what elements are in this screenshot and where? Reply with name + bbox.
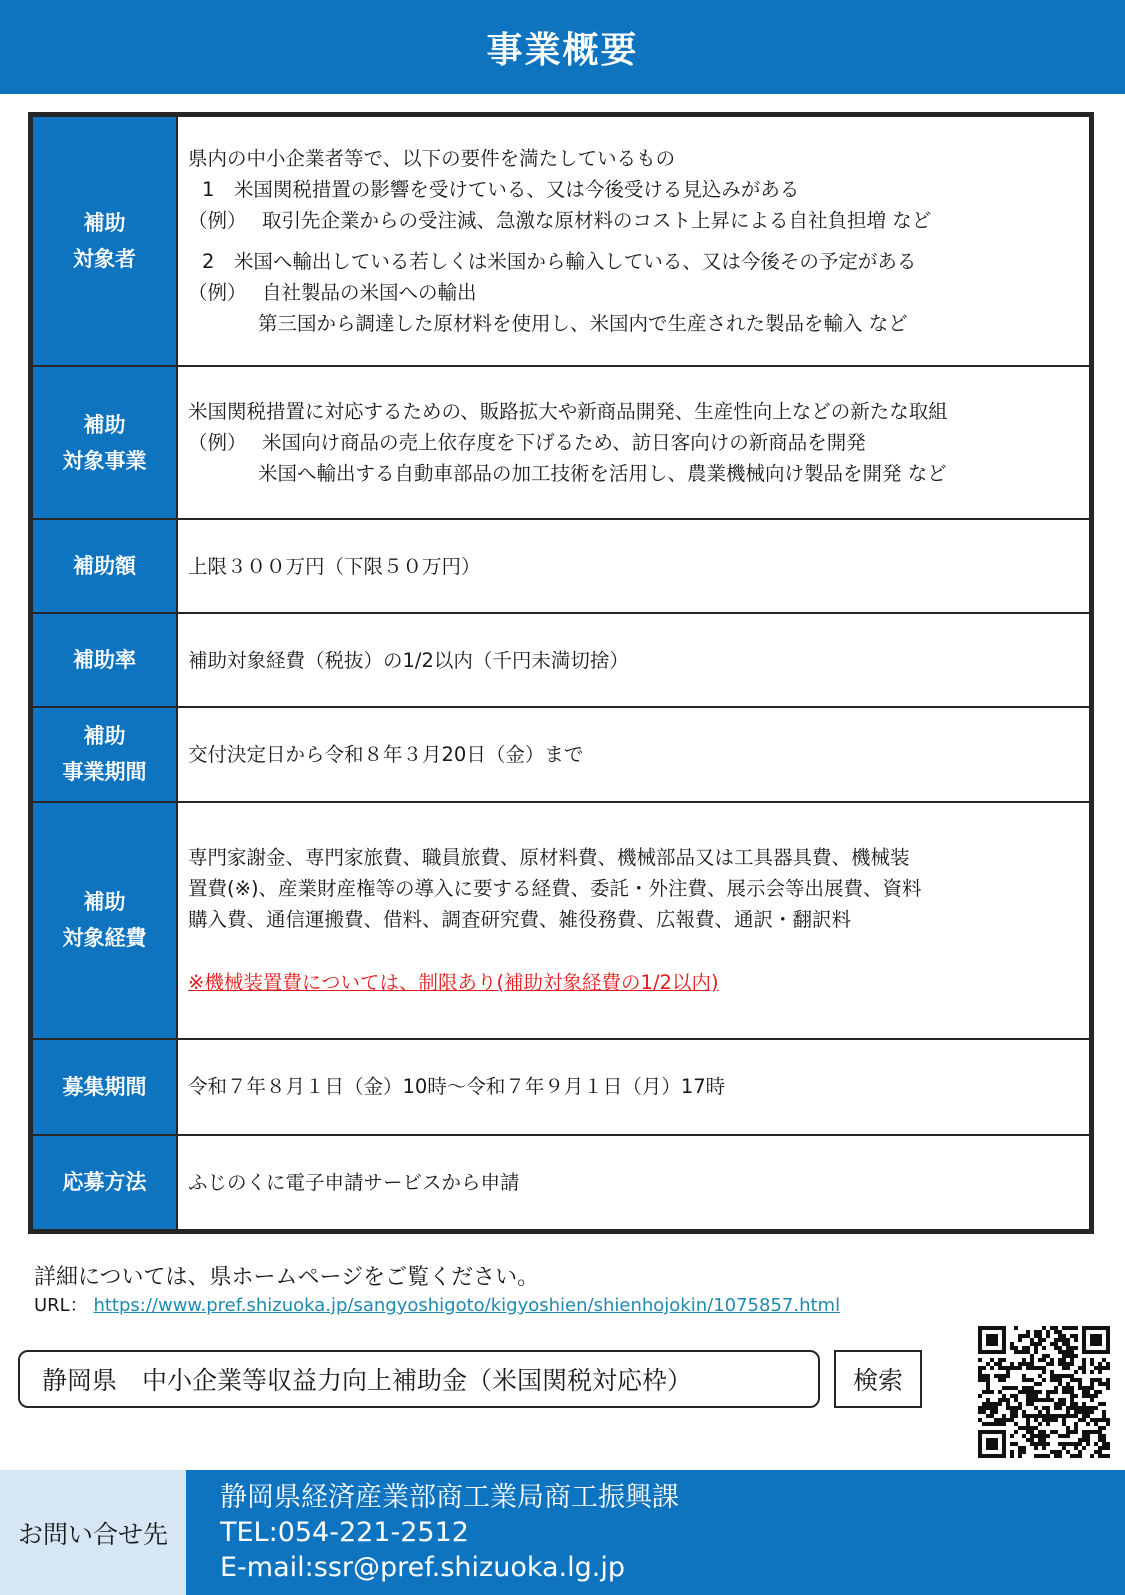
content-expenses xyxy=(177,802,1090,1039)
header-band xyxy=(0,0,1125,94)
label-expenses: 補助 対象経費 xyxy=(32,802,177,1039)
row-expenses xyxy=(32,802,1090,1039)
project-example-b: 米国へ輸出する自動車部品の加工技術を活用し、農業機械向け製品を開発 など xyxy=(258,462,947,486)
label-apply: 応募方法 xyxy=(32,1135,177,1230)
contact-email[interactable]: E-mail:ssr@pref.shizuoka.lg.jp xyxy=(220,1552,625,1583)
details-text: 詳細については、県ホームページをご覧ください。 xyxy=(34,1265,540,1290)
url-link[interactable]: https://www.pref.shizuoka.jp/sangyoshigoto/kigyoshien/shienhojokin/1075857.html xyxy=(93,1295,841,1316)
url-label: URL： xyxy=(34,1295,88,1316)
project-line-1: 米国関税措置に対応するための、販路拡大や新商品開発、生産性向上などの新たな取組 xyxy=(188,400,948,424)
row-target xyxy=(32,116,1090,366)
content-apply: ふじのくに電子申請サービスから申請 xyxy=(177,1135,1090,1230)
row-project xyxy=(32,366,1090,519)
label-period: 補助 事業期間 xyxy=(32,707,177,801)
row-recruit xyxy=(32,1039,1090,1135)
expenses-line-2: 置費(※)、産業財産権等の導入に要する経費、委託・外注費、展示会等出展費、資料 xyxy=(188,877,922,901)
label-target: 補助 対象者 xyxy=(32,116,177,366)
row-apply xyxy=(32,1135,1090,1230)
expenses-line-3: 購入費、通信運搬費、借料、調査研究費、雑役務費、広報費、通訳・翻訳料 xyxy=(188,908,852,932)
content-amount: 上限３００万円（下限５０万円） xyxy=(177,519,1090,613)
contact-info xyxy=(186,1470,1125,1595)
target-item-2-example-b: 第三国から調達した原材料を使用し、米国内で生産された製品を輸入 など xyxy=(258,312,908,336)
info-table xyxy=(28,112,1094,1234)
content-rate: 補助対象経費（税抜）の1/2以内（千円未満切捨） xyxy=(177,613,1090,707)
url-line xyxy=(34,1291,840,1317)
contact-dept: 静岡県経済産業部商工業局商工振興課 xyxy=(220,1482,679,1513)
page-title: 事業概要 xyxy=(486,29,639,71)
row-rate xyxy=(32,613,1090,707)
row-amount xyxy=(32,519,1090,613)
target-item-1-example: （例） 取引先企業からの受注減、急激な原材料のコスト上昇による自社負担増 など xyxy=(188,209,932,233)
label-project: 補助 対象事業 xyxy=(32,366,177,519)
expenses-line-1: 専門家謝金、専門家旅費、職員旅費、原材料費、機械部品又は工具器具費、機械装 xyxy=(188,846,910,870)
project-example: （例） 米国向け商品の売上依存度を下げるため、訪日客向けの新商品を開発 xyxy=(188,431,866,455)
label-rate: 補助率 xyxy=(32,613,177,707)
target-item-2: 2 米国へ輸出している若しくは米国から輸入している、又は今後その予定がある xyxy=(202,250,917,274)
label-recruit: 募集期間 xyxy=(32,1039,177,1135)
row-period xyxy=(32,707,1090,801)
target-item-1: 1 米国関税措置の影響を受けている、又は今後受ける見込みがある xyxy=(202,178,800,202)
target-item-2-example: （例） 自社製品の米国への輸出 xyxy=(188,281,477,305)
contact-label: お問い合せ先 xyxy=(0,1470,186,1595)
search-query-box[interactable]: 静岡県 中小企業等収益力向上補助金（米国関税対応枠） xyxy=(18,1350,820,1408)
target-intro: 県内の中小企業者等で、以下の要件を満たしているもの xyxy=(188,147,676,171)
search-button[interactable]: 検索 xyxy=(834,1350,922,1408)
content-period: 交付決定日から令和８年３月20日（金）まで xyxy=(177,707,1090,801)
label-amount: 補助額 xyxy=(32,519,177,613)
expenses-note: ※機械装置費については、制限あり(補助対象経費の1/2以内) xyxy=(188,971,719,995)
content-recruit: 令和７年８月１日（金）10時～令和７年９月１日（月）17時 xyxy=(177,1039,1090,1135)
content-target xyxy=(177,116,1090,366)
contact-tel[interactable]: TEL:054-221-2512 xyxy=(220,1517,469,1548)
content-project xyxy=(177,366,1090,519)
qr-code-icon[interactable] xyxy=(978,1326,1110,1458)
